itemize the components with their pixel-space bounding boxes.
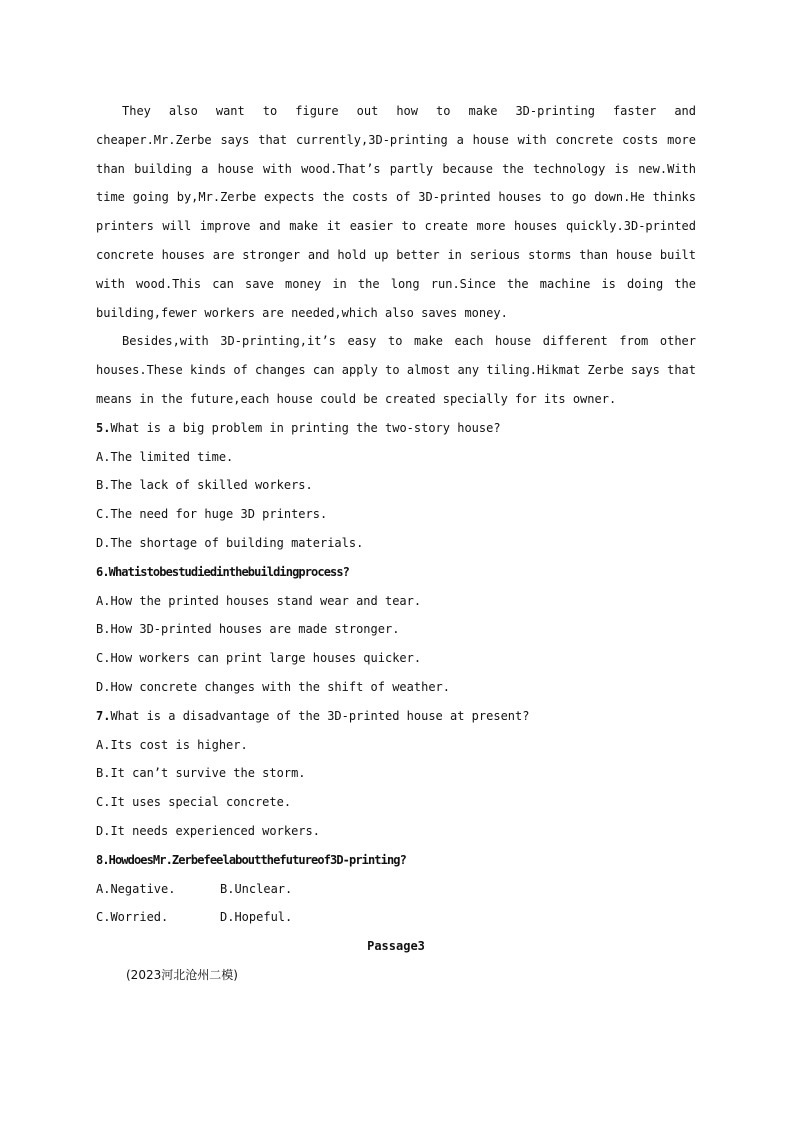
option-b: B.The lack of skilled workers. — [96, 478, 313, 493]
document-page — [96, 97, 696, 990]
passage-source: (2023河北沧州二模) — [126, 967, 238, 982]
option-d: D.It needs experienced workers. — [96, 823, 320, 838]
option-d: D.The shortage of building materials. — [96, 535, 364, 550]
option-b: B.Unclear. — [220, 881, 293, 896]
question-number: 7. — [96, 708, 111, 723]
option-b: B.How 3D-printed houses are made stronger. — [96, 622, 400, 637]
option-c: C.It uses special concrete. — [96, 795, 292, 810]
question-number: 5. — [96, 420, 111, 435]
options-row-1 — [96, 875, 696, 904]
question-5 — [96, 414, 696, 558]
question-text — [96, 414, 696, 443]
question-stem: Whatistobestudiedinthebuildingprocess? — [108, 564, 349, 579]
option-b: B.It can’t survive the storm. — [96, 766, 306, 781]
option-c: C.The need for huge 3D printers. — [96, 507, 328, 522]
option-c: C.Worried. — [96, 910, 169, 925]
question-text — [96, 558, 696, 587]
option-a: A.How the printed houses stand wear and tear. — [96, 593, 422, 608]
paragraph-1: They also want to figure out how to make 3D-printing faster and cheaper.Mr.Zerbe says that currently,3D-printing a house with concrete costs more than building a house with wood.That’s partly because the technology is new.With time going by,Mr.Zerbe expects the costs of 3D-printed houses to go down.He thinks printers will improve and make it easier to create more houses quickly.3D-printed concrete houses are stronger and hold up better in serious storms than house built with wood.This can save money in the long run.Since the machine is doing the building,fewer workers are needed,which also saves money. — [96, 104, 696, 320]
option-a: A.Negative. — [96, 881, 176, 896]
option-a: A.The limited time. — [96, 449, 234, 464]
question-stem: HowdoesMr.Zerbefeelaboutthefutureof3D-printing? — [108, 852, 406, 867]
option-a: A.Its cost is higher. — [96, 737, 248, 752]
question-number: 8. — [96, 852, 109, 867]
question-text — [96, 702, 696, 731]
passage-title: Passage3 — [367, 939, 425, 954]
question-stem: What is a big problem in printing the two-story house? — [110, 420, 501, 435]
question-8 — [96, 846, 696, 932]
question-text — [96, 846, 696, 875]
options-row-2 — [96, 903, 696, 932]
option-d: D.How concrete changes with the shift of weather. — [96, 679, 451, 694]
option-d: D.Hopeful. — [220, 910, 293, 925]
option-c: C.How workers can print large houses quicker. — [96, 651, 422, 666]
question-7 — [96, 702, 696, 846]
question-stem: What is a disadvantage of the 3D-printed house at present? — [110, 708, 530, 723]
paragraph-2: Besides,with 3D-printing,it’s easy to make each house different from other houses.These kinds of changes can apply to almost any tiling.Hikmat Zerbe says that means in the future,each house could be created specially for its owner. — [96, 334, 696, 406]
question-number: 6. — [96, 564, 109, 579]
question-6 — [96, 558, 696, 702]
